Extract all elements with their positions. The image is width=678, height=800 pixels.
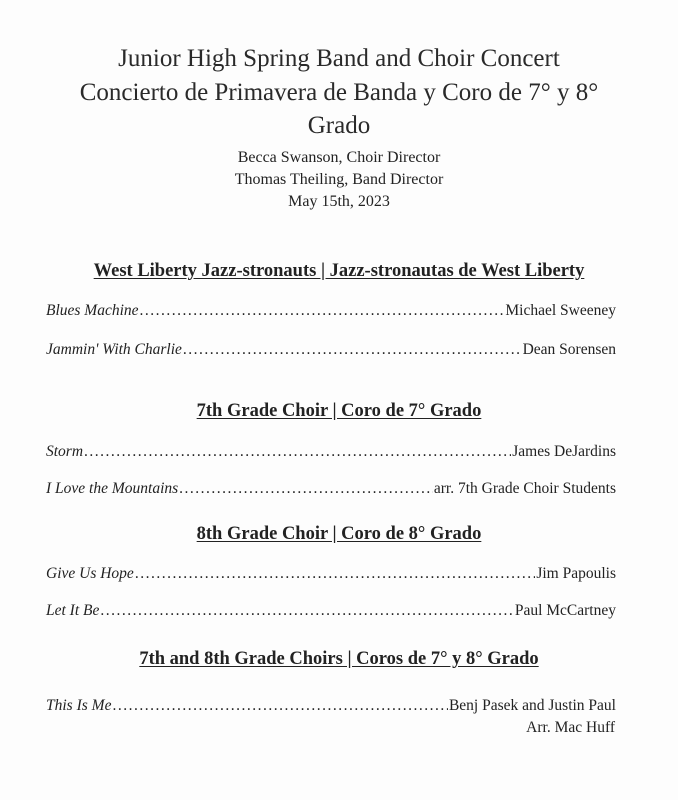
program-item bbox=[46, 302, 616, 320]
program-item bbox=[46, 602, 616, 620]
program-item bbox=[46, 480, 616, 498]
dot-leader bbox=[140, 302, 505, 320]
dot-leader bbox=[84, 443, 511, 461]
piece-title: Let It Be bbox=[46, 602, 100, 619]
dot-leader bbox=[183, 341, 522, 359]
title-spanish-continued: Grado bbox=[307, 112, 371, 139]
composer: Dean Sorensen bbox=[522, 341, 616, 358]
program-item bbox=[46, 697, 616, 715]
piece-title: I Love the Mountains bbox=[46, 480, 179, 497]
section-heading: 7th and 8th Grade Choirs | Coros de 7° y 8° Grado bbox=[139, 649, 539, 669]
composer: Paul McCartney bbox=[514, 602, 616, 619]
section-heading: 7th Grade Choir | Coro de 7° Grado bbox=[196, 401, 482, 421]
composer: Michael Sweeney bbox=[505, 302, 616, 319]
concert-date: May 15th, 2023 bbox=[288, 193, 390, 210]
composer: Benj Pasek and Justin Paul bbox=[448, 697, 616, 714]
title-spanish: Concierto de Primavera de Banda y Coro de 7° y 8° bbox=[79, 79, 599, 106]
composer: Jim Papoulis bbox=[536, 565, 616, 582]
program-item bbox=[46, 565, 616, 583]
band-director: Thomas Theiling, Band Director bbox=[234, 171, 444, 188]
dot-leader bbox=[100, 602, 513, 620]
piece-title: Give Us Hope bbox=[46, 565, 134, 582]
dot-leader bbox=[112, 697, 447, 715]
title-english: Junior High Spring Band and Choir Concert bbox=[118, 45, 560, 72]
section-heading: West Liberty Jazz-stronauts | Jazz-stronautas de West Liberty bbox=[93, 261, 585, 281]
program-item bbox=[46, 443, 616, 461]
piece-title: This Is Me bbox=[46, 697, 112, 714]
dot-leader bbox=[135, 565, 536, 583]
piece-title: Storm bbox=[46, 443, 84, 460]
composer: James DeJardins bbox=[512, 443, 616, 460]
program-item bbox=[46, 341, 616, 359]
dot-leader bbox=[179, 480, 433, 498]
choir-director: Becca Swanson, Choir Director bbox=[237, 149, 441, 166]
piece-title: Jammin' With Charlie bbox=[46, 341, 182, 358]
piece-title: Blues Machine bbox=[46, 302, 139, 319]
section-heading: 8th Grade Choir | Coro de 8° Grado bbox=[196, 524, 482, 544]
composer: arr. 7th Grade Choir Students bbox=[433, 480, 616, 497]
arranger: Arr. Mac Huff bbox=[526, 719, 615, 736]
